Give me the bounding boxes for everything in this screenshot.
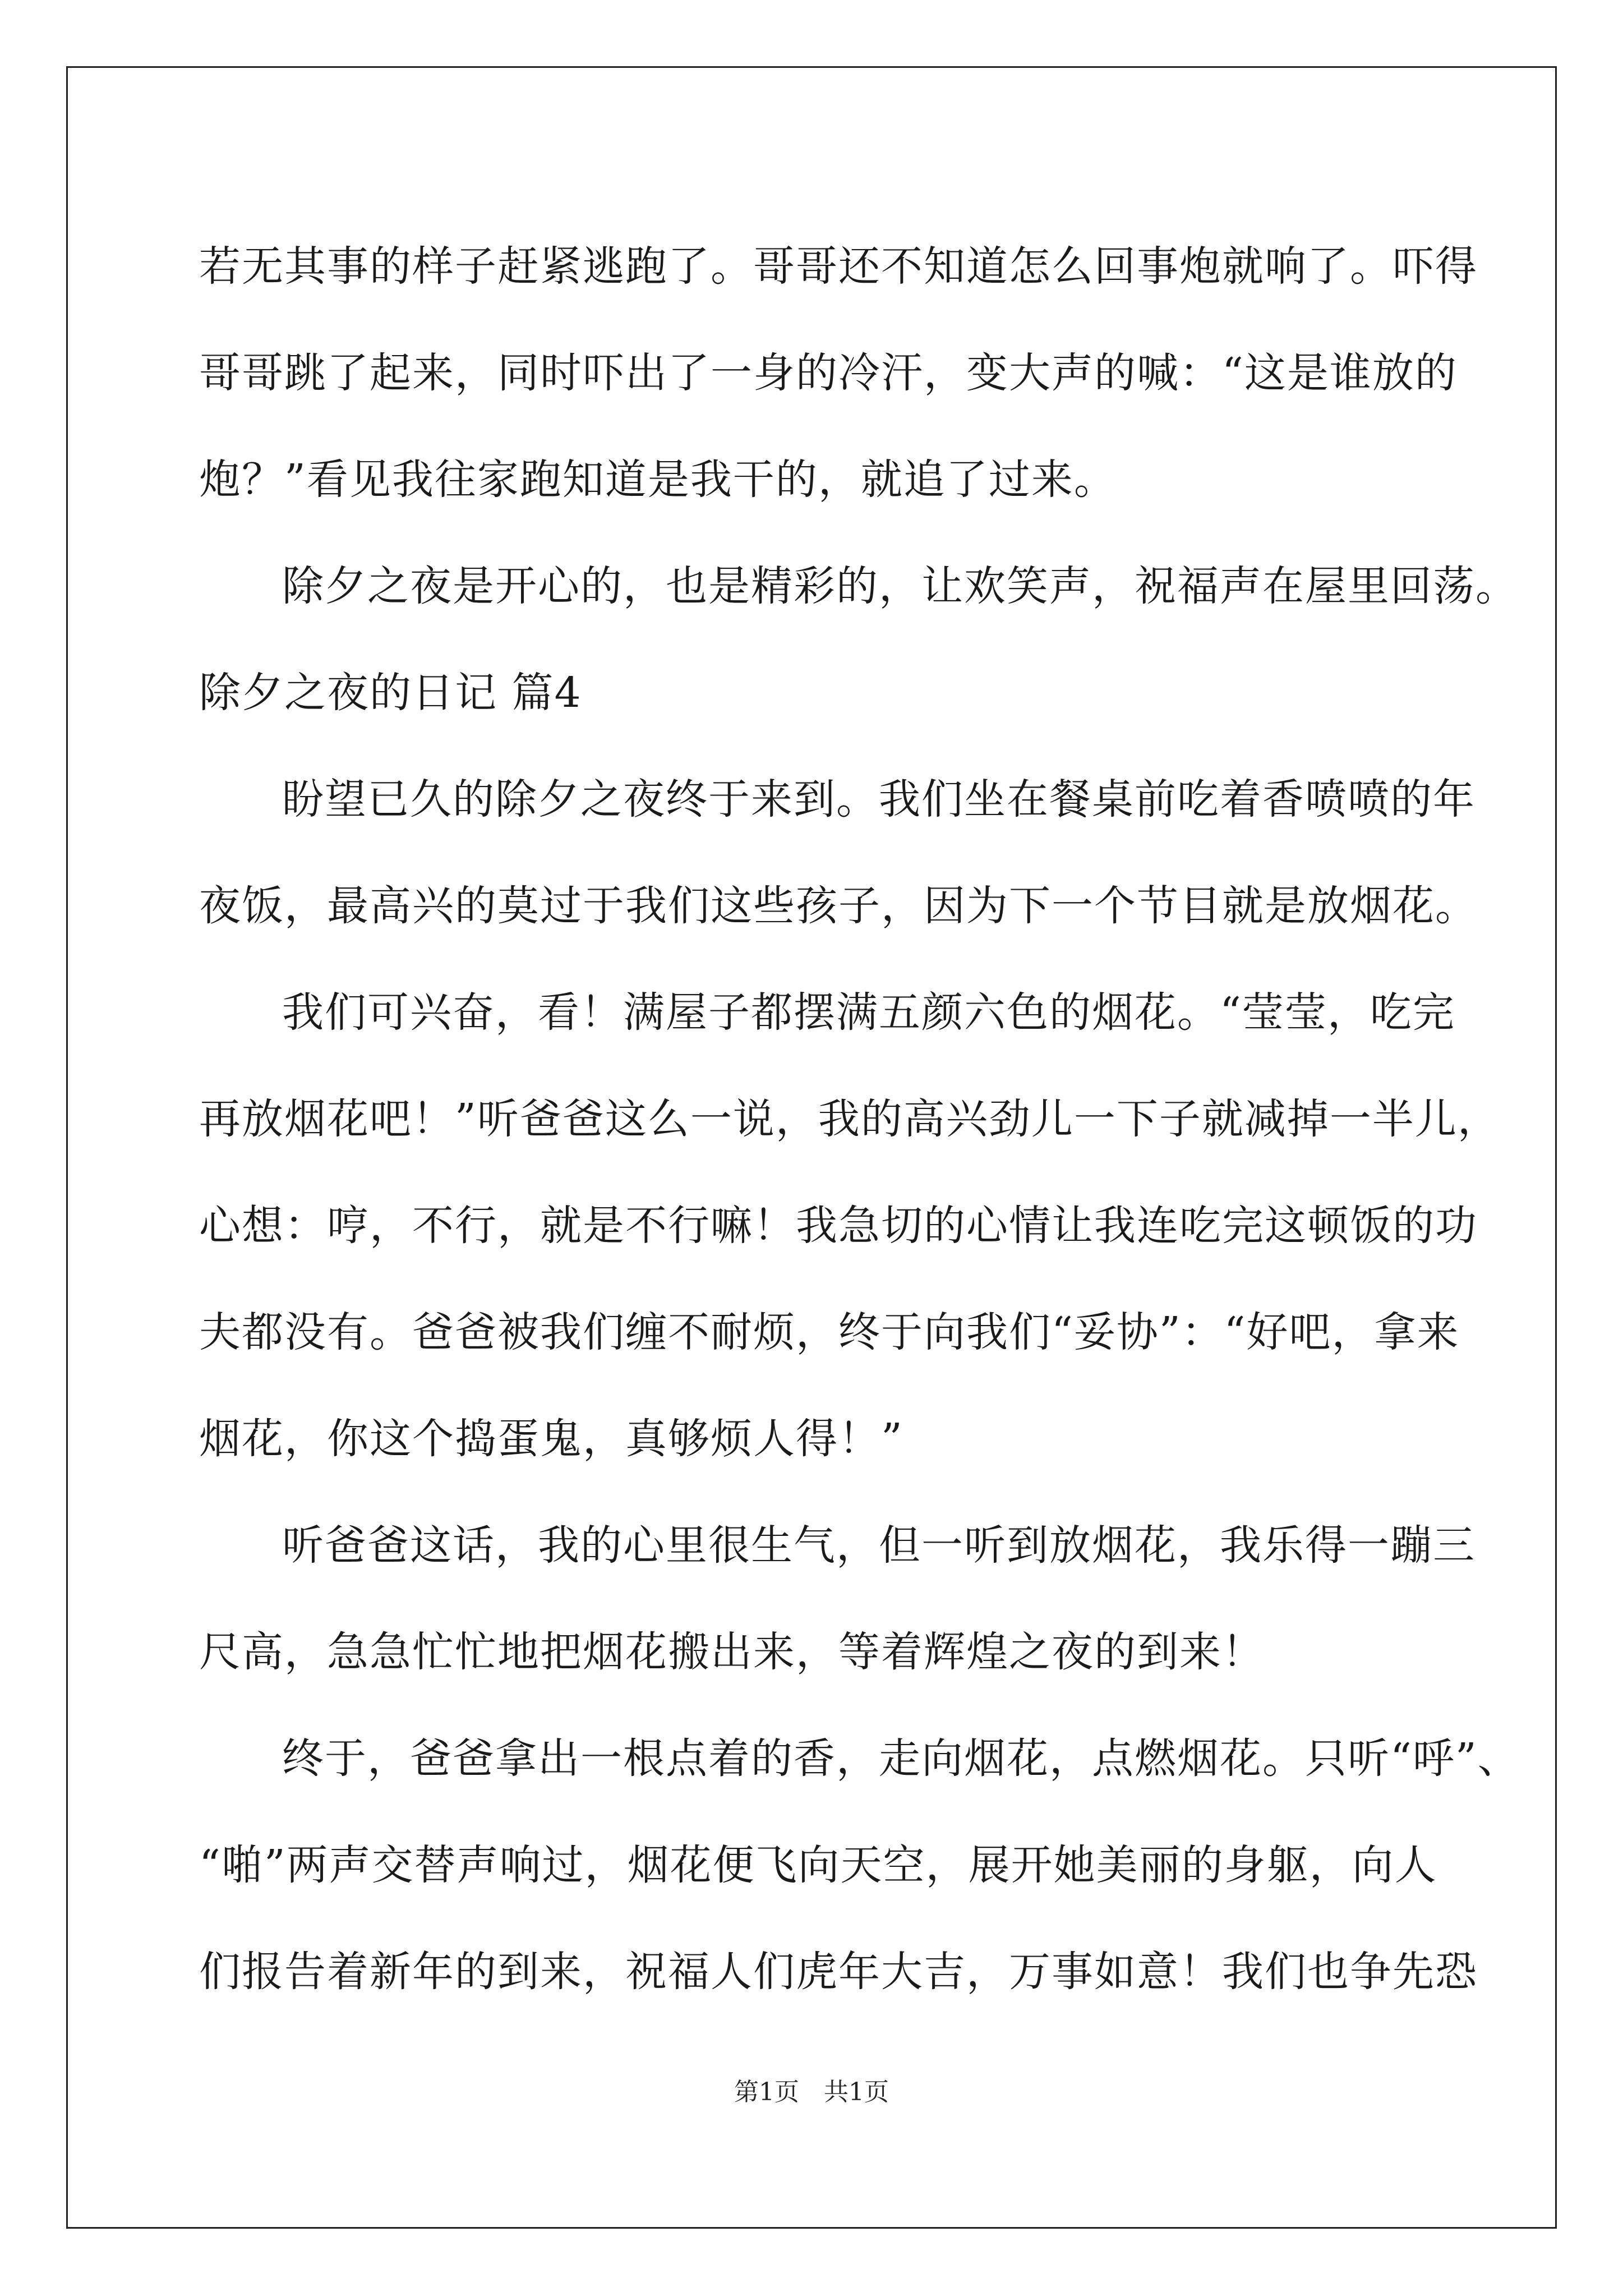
body-line: 听爸爸这话，我的心里很生气，但一听到放烟花，我乐得一蹦三 bbox=[282, 1521, 1476, 1570]
body-line: 心想：哼，不行，就是不行嘛！我急切的心情让我连吃完这顿饭的功 bbox=[199, 1202, 1478, 1250]
body-line: 夜饭，最高兴的莫过于我们这些孩子，因为下一个节目就是放烟花。 bbox=[199, 882, 1478, 930]
page-footer: 第1页 共1页 bbox=[734, 2078, 889, 2106]
body-line: 再放烟花吧！”听爸爸这么一说，我的高兴劲儿一下子就减掉一半儿， bbox=[199, 1095, 1500, 1143]
body-line: 哥哥跳了起来，同时吓出了一身的冷汗，变大声的喊：“这是谁放的 bbox=[199, 349, 1458, 397]
body-line: 盼望已久的除夕之夜终于来到。我们坐在餐桌前吃着香喷喷的年 bbox=[282, 775, 1476, 823]
body-line: 终于，爸爸拿出一根点着的香，走向烟花，点燃烟花。只听“呼”、 bbox=[282, 1734, 1520, 1783]
document-body bbox=[199, 213, 1520, 2025]
body-line: “啪”两声交替声响过，烟花便飞向天空，展开她美丽的身躯，向人 bbox=[199, 1841, 1437, 1889]
body-line: 若无其事的样子赶紧逃跑了。哥哥还不知道怎么回事炮就响了。吓得 bbox=[199, 242, 1478, 291]
section-heading: 除夕之夜的日记 篇4 bbox=[199, 669, 582, 717]
body-line: 尺高，急急忙忙地把烟花搬出来，等着辉煌之夜的到来！ bbox=[199, 1628, 1265, 1676]
body-line: 我们可兴奋，看！满屋子都摆满五颜六色的烟花。“莹莹，吃完 bbox=[282, 988, 1455, 1037]
body-line: 们报告着新年的到来，祝福人们虎年大吉，万事如意！我们也争先恐 bbox=[199, 1948, 1478, 1996]
body-line: 除夕之夜是开心的，也是精彩的，让欢笑声，祝福声在屋里回荡。 bbox=[282, 562, 1518, 610]
body-line: 烟花，你这个捣蛋鬼，真够烦人得！” bbox=[199, 1415, 903, 1463]
body-line: 炮？”看见我往家跑知道是我干的，就追了过来。 bbox=[199, 455, 1117, 504]
body-line: 夫都没有。爸爸被我们缠不耐烦，终于向我们“妥协”：“好吧，拿来 bbox=[199, 1308, 1460, 1356]
